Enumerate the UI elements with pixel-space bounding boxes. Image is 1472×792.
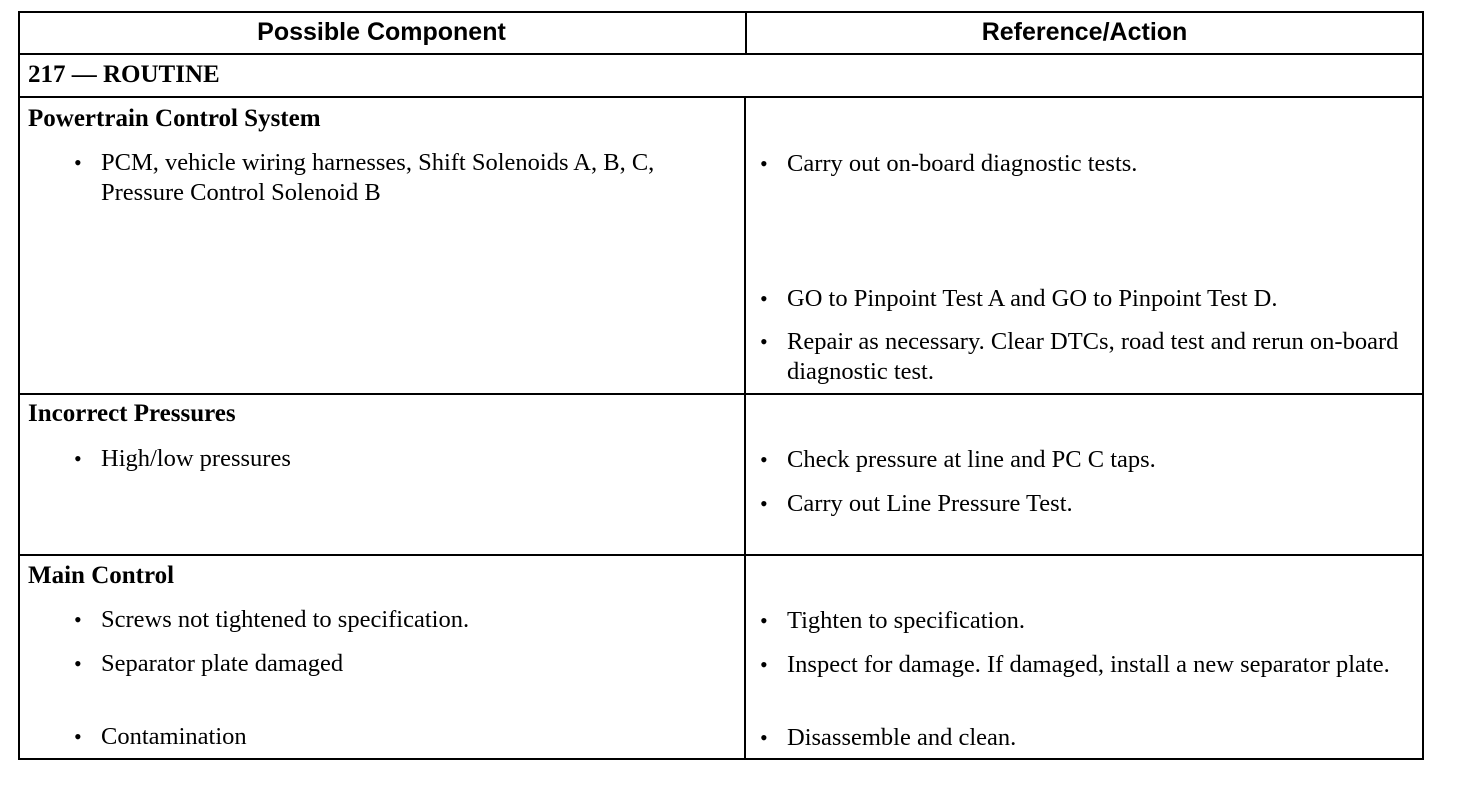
routine-title: 217 — ROUTINE [28, 61, 220, 88]
action-item: • Disassemble and clean. [760, 723, 1427, 753]
action-item: • Check pressure at line and PC C taps. [760, 445, 1427, 475]
table-border-left [18, 11, 20, 760]
section-divider-1 [18, 393, 1424, 395]
component-item: • High/low pressures [74, 444, 741, 474]
section-title: Main Control [28, 562, 175, 589]
section-title: Incorrect Pressures [28, 400, 236, 427]
column-header-action: Reference/Action [981, 18, 1188, 46]
routine-divider [18, 96, 1424, 98]
section-divider-2 [18, 554, 1424, 556]
component-item: • Screws not tightened to specification. [74, 605, 741, 635]
action-item: • Carry out on-board diagnostic tests. [760, 149, 1427, 179]
component-item: • Contamination [74, 722, 741, 752]
action-item: • Tighten to specification. [760, 606, 1427, 636]
action-item: • Carry out Line Pressure Test. [760, 489, 1427, 519]
header-divider [18, 53, 1424, 55]
action-item: • Repair as necessary. Clear DTCs, road test and rerun on-board diagnostic test. [760, 327, 1427, 387]
component-item: • PCM, vehicle wiring harnesses, Shift Solenoids A, B, C, Pressure Control Solenoid B [74, 148, 741, 208]
table-border-bottom [18, 758, 1424, 760]
component-item: • Separator plate damaged [74, 649, 741, 679]
diagnostic-table [18, 11, 1424, 760]
action-item: • Inspect for damage. If damaged, install a new separator plate. [760, 650, 1427, 680]
section-title: Powertrain Control System [28, 105, 321, 132]
action-item: • GO to Pinpoint Test A and GO to Pinpoint Test D. [760, 284, 1427, 314]
column-divider-body [744, 97, 746, 759]
column-header-component: Possible Component [257, 18, 506, 46]
